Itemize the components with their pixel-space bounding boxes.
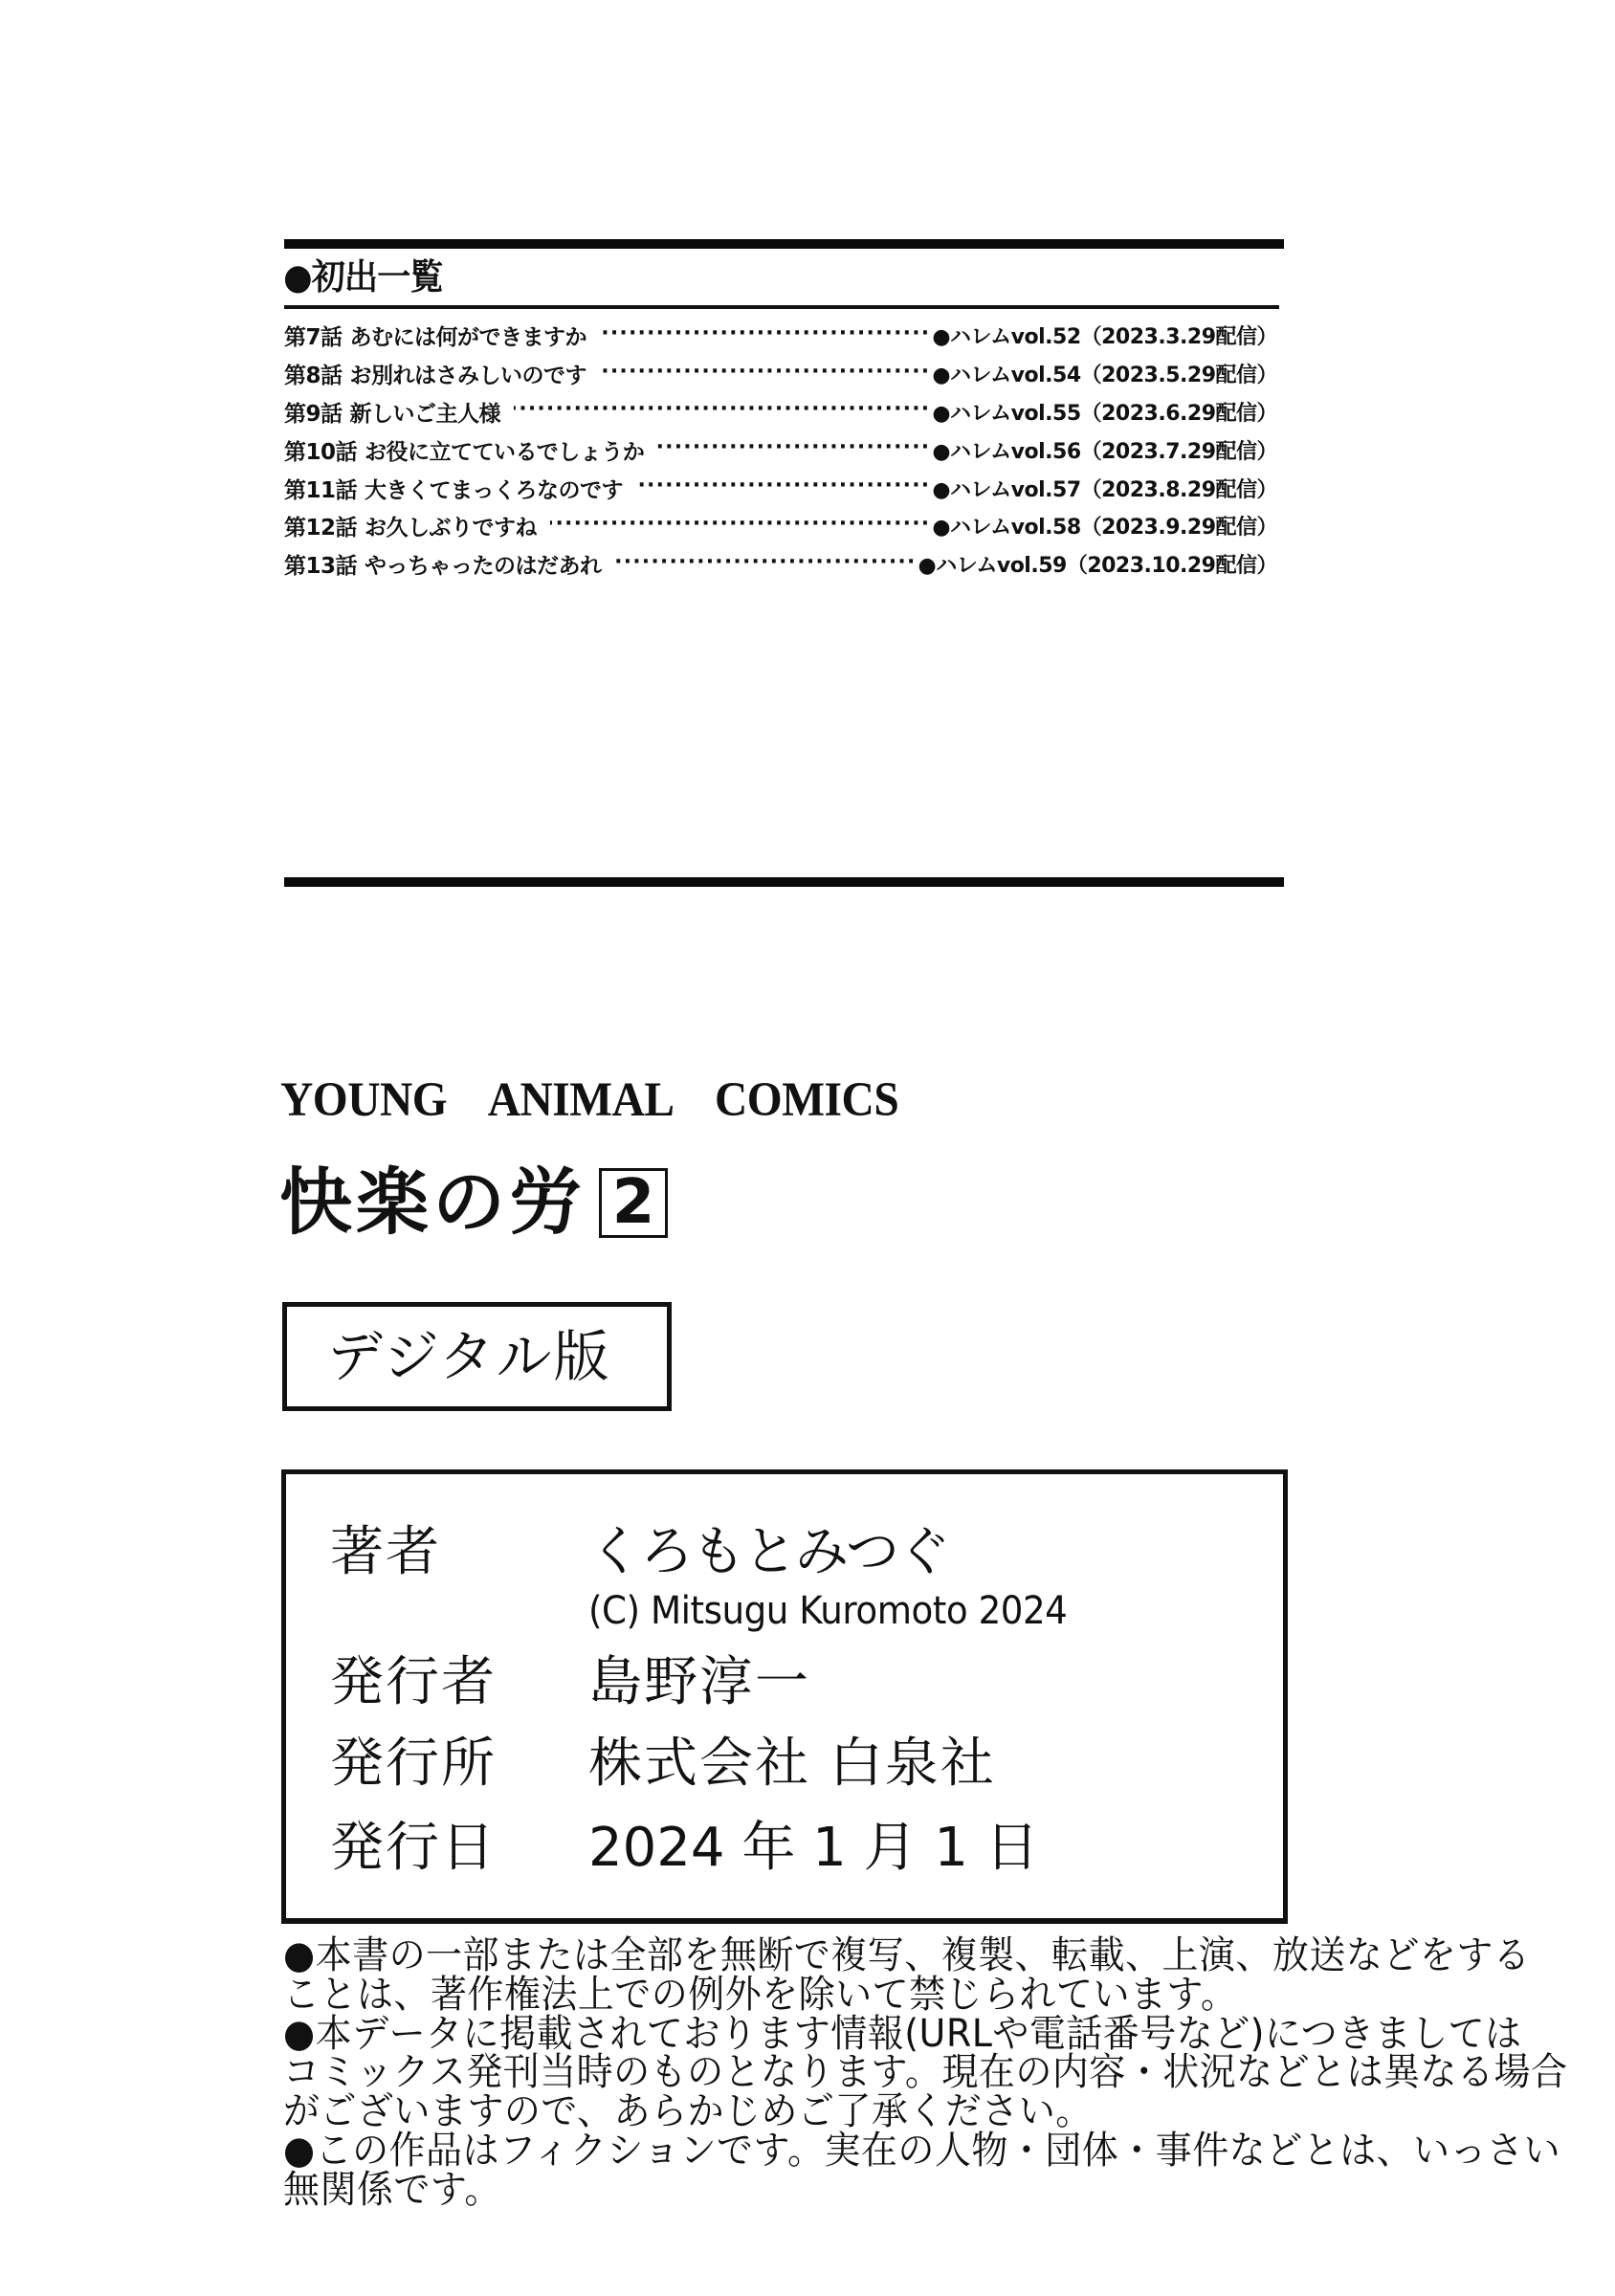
note-line: ●本書の一部または全部を無断で複写、複製、転載、上演、放送などをする: [283, 1933, 1531, 1977]
leader-dots: [514, 399, 930, 424]
note-line: ●この作品はフィクションです。実在の人物・団体・事件などとは、いっさい: [283, 2128, 1560, 2173]
heading-underline-rule: [284, 305, 1279, 309]
episode-number: 第7話: [284, 325, 343, 351]
episode-title: 新しいご主人様: [349, 401, 501, 427]
leader-dots: [550, 514, 930, 539]
leader-dots: [600, 362, 930, 386]
note-line: がございますので、あらかじめご了承ください。: [283, 2089, 1093, 2134]
episode-number: 第13話: [284, 554, 358, 580]
episode-source: ●ハレムvol.56（2023.7.29配信）: [932, 439, 1277, 464]
list-item: [284, 317, 1277, 355]
publish-date-label: 発行日: [330, 1817, 497, 1879]
episode-source: ●ハレムvol.54（2023.5.29配信）: [932, 364, 1277, 388]
note-line: ことは、著作権法上での例外を除いて禁じられています。: [283, 1972, 1238, 2017]
publisher-company-value: 株式会社 白泉社: [588, 1733, 996, 1795]
publisher-person-value: 島野淳一: [588, 1651, 810, 1713]
copyright-notice: (C) Mitsugu Kuromoto 2024: [588, 1589, 1068, 1633]
list-item: [284, 355, 1277, 393]
leader-dots: [657, 437, 930, 462]
top-thick-rule: [284, 239, 1284, 249]
leader-dots: [615, 552, 917, 577]
book-title-row: [279, 1159, 668, 1246]
note-line: 無関係です。: [283, 2167, 501, 2212]
episode-title: お別れはさみしいのです: [349, 364, 587, 389]
episode-number: 第9話: [284, 401, 343, 427]
episode-source: ●ハレムvol.58（2023.9.29配信）: [932, 516, 1277, 541]
middle-thick-rule: [284, 877, 1284, 887]
note-line: ●本データに掲載されております情報(URLや電話番号など)につきましては: [283, 2011, 1522, 2056]
publisher-company-label: 発行所: [330, 1733, 497, 1795]
first-appearance-list: [284, 317, 1277, 584]
publish-date-value: 2024 年 1 月 1 日: [588, 1817, 1039, 1879]
leader-dots: [636, 475, 930, 500]
note-line: コミックス発刊当時のものとなります。現在の内容・状況などとは異なる場合: [283, 2050, 1568, 2095]
list-item: [284, 507, 1277, 545]
episode-title: 大きくてまっくろなのです: [365, 477, 624, 503]
episode-source: ●ハレムvol.57（2023.8.29配信）: [932, 477, 1277, 502]
edition-box: [282, 1302, 672, 1411]
episode-title: あむには何ができますか: [349, 325, 587, 351]
publisher-person-label: 発行者: [330, 1651, 497, 1713]
episode-title: お役に立てているでしょうか: [365, 439, 645, 465]
volume-number-badge: 2: [599, 1168, 668, 1238]
credits-box: [281, 1469, 1288, 1924]
episode-number: 第12話: [284, 516, 358, 541]
book-title: 快楽の労: [279, 1159, 586, 1245]
episode-source: ●ハレムvol.55（2023.6.29配信）: [932, 401, 1277, 426]
edition-label: デジタル版: [327, 1324, 611, 1389]
author-value: くろもとみつぐ: [588, 1521, 949, 1583]
list-item: [284, 393, 1277, 431]
list-item: [284, 430, 1277, 469]
episode-number: 第11話: [284, 477, 358, 503]
episode-source: ●ハレムvol.59（2023.10.29配信）: [918, 554, 1277, 579]
episode-title: やっちゃったのはだあれ: [365, 554, 602, 580]
episode-title: お久しぶりですね: [365, 516, 538, 541]
episode-source: ●ハレムvol.52（2023.3.29配信）: [932, 325, 1277, 350]
legal-notes: [283, 1933, 1568, 2212]
author-label: 著者: [330, 1521, 441, 1583]
list-item: [284, 545, 1277, 584]
list-item: [284, 469, 1277, 507]
first-appearance-heading: ●初出一覧: [283, 256, 443, 298]
episode-number: 第8話: [284, 364, 343, 389]
episode-number: 第10話: [284, 439, 358, 465]
leader-dots: [600, 323, 930, 348]
imprint-label: YOUNG ANIMAL COMICS: [280, 1073, 899, 1127]
